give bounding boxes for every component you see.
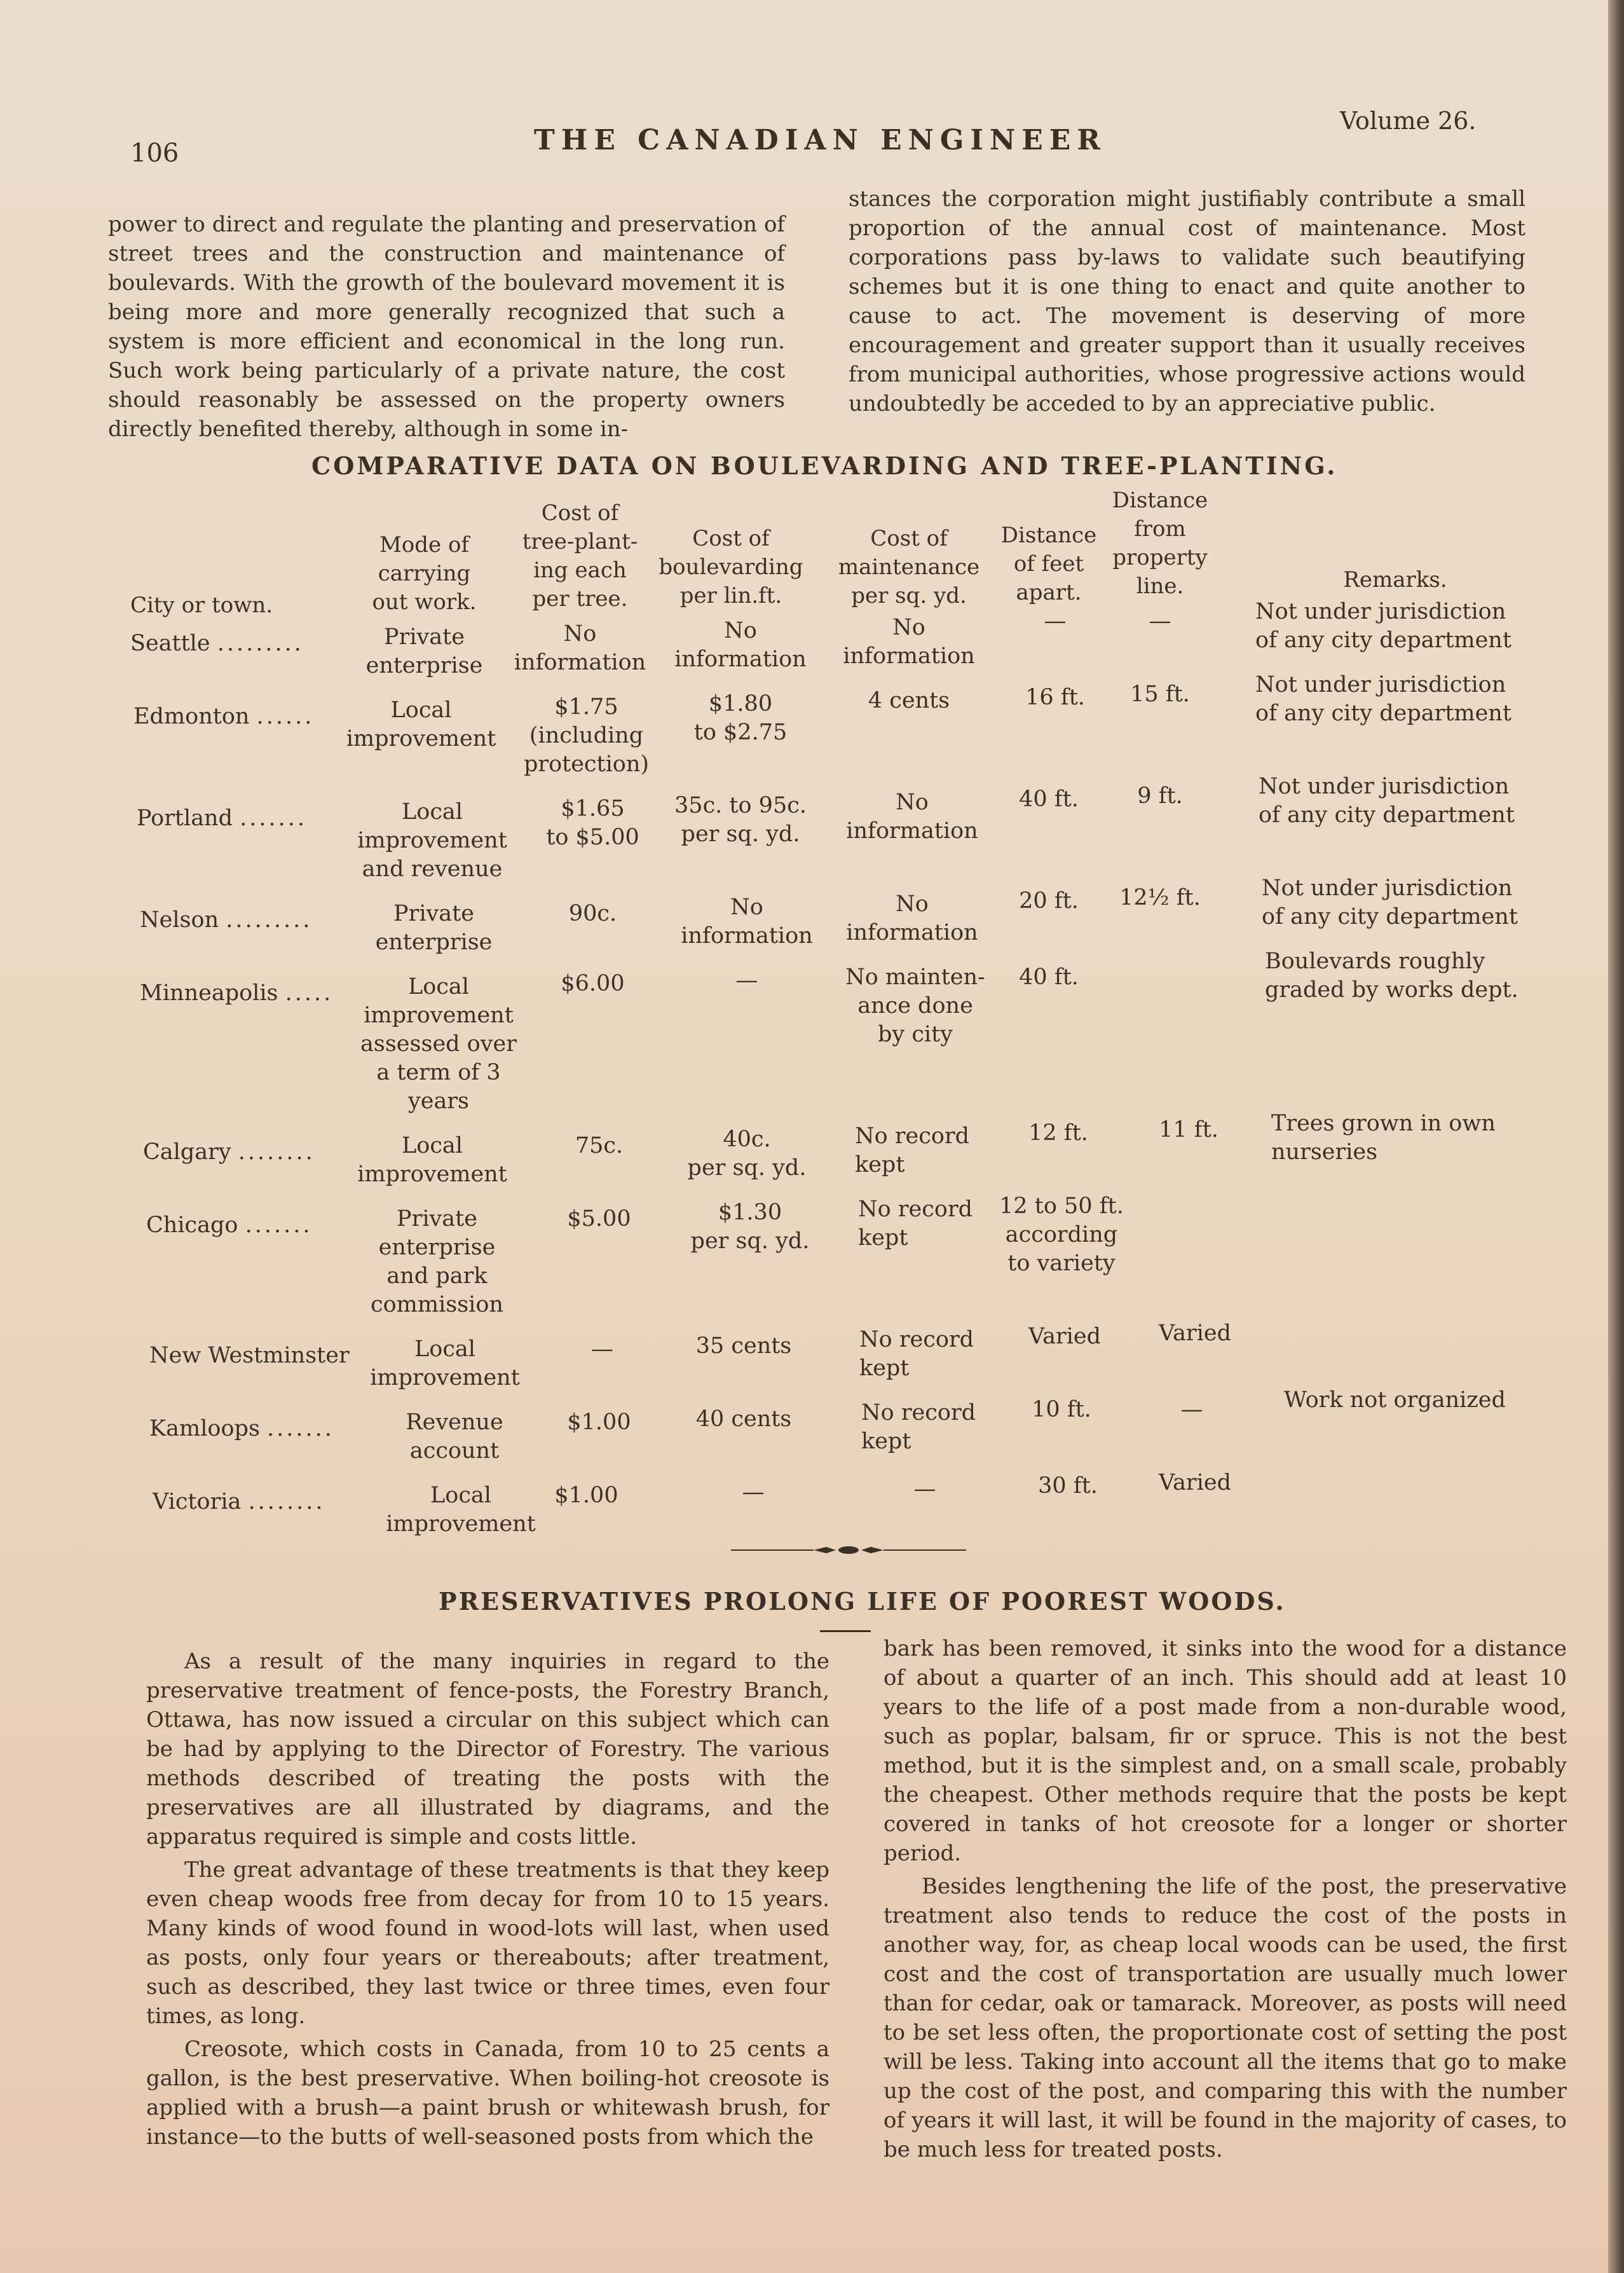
- city-name: New Westminster: [149, 1343, 350, 1368]
- cell-remarks: Boulevards roughly graded by works dept.: [1265, 949, 1518, 1003]
- cell-distance-apart: 20 ft.: [1019, 888, 1079, 914]
- cell-remarks: Work not organized: [1284, 1387, 1506, 1413]
- leader-dots: .........: [217, 631, 304, 656]
- header-maintenance: Cost of maintenance per sq. yd.: [838, 526, 980, 608]
- cell-boulevard-cost: 40 cents: [695, 1406, 792, 1432]
- cell-boulevard-cost: 35 cents: [695, 1333, 792, 1359]
- cell-remarks: Not under jurisdiction of any city department: [1255, 599, 1511, 653]
- article-paragraph: bark has been removed, it sinks into the wood for a distance of about a quarter of an inch. This should add at least 10 years to the life of a post made from a non-durable wood, such as poplar, balsam, fir or spruce. This is not the best method, but it is the simplest and, on a small scale, probably the cheapest. Other methods require that the posts be kept covered in tanks of hot creosote for a longer or shorter period.: [884, 1636, 1567, 1866]
- cell-tree-cost: $1.00: [567, 1410, 631, 1435]
- leader-dots: .......: [245, 1212, 313, 1238]
- cell-distance-apart: Varied: [1028, 1324, 1101, 1349]
- table-row-city: [140, 979, 333, 1008]
- cell-boulevard-cost: —: [735, 968, 758, 993]
- cell-maintenance: No information: [843, 615, 975, 669]
- table-row-city: [130, 629, 304, 658]
- table-row-city: [143, 1138, 315, 1167]
- cell-tree-cost: No information: [514, 621, 646, 675]
- cell-mode: Local improvement: [346, 697, 496, 752]
- cell-tree-cost: —: [591, 1336, 613, 1362]
- article-paragraph: As a result of the many inquiries in regard to the preservative treatment of fence-posts, the Forestry Branch, Ottawa, has now issued a circular on this subject which can be had by applying to the Director of Forestry. The various methods described of treating the posts with the preservatives are all illustrated by diagrams, and the apparatus required is simple and costs little.: [146, 1649, 829, 1850]
- cell-mode: Local improvement assessed over a term of 3 years: [360, 974, 517, 1114]
- cell-tree-cost: $5.00: [567, 1206, 631, 1232]
- cell-distance-apart: 12 to 50 ft. according to variety: [999, 1193, 1124, 1276]
- table-row-city: [133, 703, 314, 731]
- cell-maintenance: No record kept: [855, 1123, 970, 1178]
- cell-boulevard-cost: 35c. to 95c. per sq. yd.: [674, 793, 807, 847]
- cell-tree-cost: $6.00: [561, 971, 625, 996]
- cell-tree-cost: $1.00: [554, 1483, 618, 1508]
- intro-right-paragraph: stances the corporation might justifiably contribute a small proportion of the annual cost of maintenance. Most corporations pass by-laws to validate such beautifying schemes but it is one thing to enact and quite another to cause to act. The movement is deserving of more encouragement and greater support than it usually receives from municipal authorities, whose progressive actions would undoubtedly be acceded to by an appreciative public.: [849, 186, 1525, 416]
- cell-distance-property: —: [1149, 608, 1171, 634]
- cell-remarks: Trees grown in own nurseries: [1271, 1111, 1496, 1165]
- title-rule: [820, 1630, 871, 1632]
- city-name: Kamloops: [149, 1416, 260, 1441]
- leader-dots: .......: [267, 1416, 334, 1441]
- cell-maintenance: No record kept: [858, 1197, 973, 1251]
- cell-distance-property: 15 ft.: [1130, 682, 1190, 707]
- cell-tree-cost: 90c.: [568, 901, 617, 926]
- leader-dots: .....: [285, 980, 334, 1006]
- table-row-city: [149, 1415, 334, 1443]
- page-edge: [1608, 0, 1624, 2273]
- cell-maintenance: No information: [846, 891, 978, 945]
- cell-distance-property: Varied: [1159, 1470, 1231, 1495]
- city-name: Nelson: [140, 907, 219, 933]
- leader-dots: ......: [256, 704, 315, 729]
- cell-mode: Local improvement: [357, 1133, 507, 1187]
- intro-left-paragraph: power to direct and regulate the planting and preservation of street trees and the construction and maintenance of boulevards. With the growth of the boulevard movement it is being more and more generally recognized that such a system is more efficient and economical in the long run. Such work being particularly of a private nature, the cost should reasonably be assessed on the property owners directly benefited thereby, although in some in-: [108, 212, 785, 442]
- cell-mode: Private enterprise and park commission: [371, 1206, 503, 1317]
- header-distance-apart: Distance of feet apart.: [1000, 523, 1097, 605]
- cell-distance-property: —: [1180, 1397, 1203, 1422]
- cell-mode: Revenue account: [406, 1410, 503, 1464]
- cell-remarks: Not under jurisdiction of any city department: [1259, 774, 1515, 828]
- leader-dots: ........: [248, 1489, 325, 1514]
- cell-remarks: Not under jurisdiction of any city department: [1255, 672, 1511, 726]
- table-row-city: [153, 1488, 325, 1516]
- city-name: Victoria: [153, 1489, 242, 1514]
- city-name: Minneapolis: [140, 980, 278, 1006]
- cell-distance-apart: 40 ft.: [1019, 786, 1079, 812]
- cell-mode: Private enterprise: [365, 624, 483, 678]
- header-city: City or town.: [130, 593, 273, 618]
- city-name: Seattle: [130, 631, 210, 656]
- article-title: PRESERVATIVES PROLONG LIFE OF POOREST WOODS.: [439, 1587, 1286, 1616]
- article-left-column: [146, 1647, 829, 2152]
- cell-boulevard-cost: $1.30 per sq. yd.: [690, 1200, 810, 1254]
- header-mode: Mode of carrying out work.: [372, 532, 477, 615]
- cell-distance-apart: —: [1044, 608, 1067, 634]
- article-right-column: [884, 1634, 1567, 2164]
- city-name: Calgary: [143, 1139, 231, 1165]
- cell-boulevard-cost: 40c. per sq. yd.: [687, 1127, 807, 1181]
- article-paragraph: The great advantage of these treatments is that they keep even cheap woods free from decay for from 10 to 15 years. Many kinds of wood found in wood-lots will last, when used as posts, only four years or thereabouts; after treatment, such as described, they last twice or three times, even four times, as long.: [146, 1857, 829, 2029]
- cell-tree-cost: 75c.: [575, 1133, 624, 1158]
- cell-distance-apart: 40 ft.: [1019, 965, 1079, 990]
- volume-label: Volume 26.: [1340, 107, 1477, 135]
- page-number: 106: [130, 139, 179, 168]
- cell-boulevard-cost: No information: [681, 895, 813, 949]
- cell-tree-cost: $1.65 to $5.00: [546, 796, 639, 850]
- cell-mode: Private enterprise: [375, 901, 493, 955]
- cell-maintenance: No record kept: [861, 1400, 976, 1454]
- leader-dots: .........: [226, 907, 313, 933]
- cell-boulevard-cost: $1.80 to $2.75: [693, 691, 788, 745]
- ornament-rule: [731, 1544, 966, 1556]
- running-head: THE CANADIAN ENGINEER: [534, 124, 1107, 156]
- cell-maintenance: No information: [846, 790, 978, 844]
- table-title: COMPARATIVE DATA ON BOULEVARDING AND TREE-PLANTING.: [311, 451, 1338, 480]
- cell-remarks: Not under jurisdiction of any city department: [1262, 876, 1518, 930]
- cell-distance-apart: 30 ft.: [1038, 1473, 1098, 1499]
- intro-left-column: [108, 210, 785, 444]
- article-paragraph: Besides lengthening the life of the post, the preservative treatment also tends to reduce the cost of the posts in another way, for, as cheap local woods can be used, the first cost and the cost of transportation are usually much lower than for cedar, oak or tamarack. Moreover, as posts will need to be set less often, the proportionate cost of setting the post will be less. Taking into account all the items that go to make up the cost of the post, and comparing this with the number of years it will last, it will be found in the majority of cases, to be much less for treated posts.: [884, 1874, 1567, 2162]
- table-row-city: [140, 906, 312, 935]
- table-row-city: [146, 1211, 313, 1240]
- city-name: Edmonton: [133, 704, 250, 729]
- city-name: Portland: [137, 806, 233, 831]
- cell-distance-apart: 16 ft.: [1025, 685, 1085, 710]
- table-row-city: [149, 1342, 350, 1370]
- cell-distance-apart: 12 ft.: [1028, 1120, 1088, 1146]
- header-remarks: Remarks.: [1343, 567, 1447, 593]
- header-distance-property: Distance from property line.: [1112, 488, 1208, 599]
- cell-mode: Local improvement: [386, 1483, 536, 1537]
- leader-dots: ........: [238, 1139, 315, 1165]
- header-tree-cost: Cost of tree-plant- ing each per tree.: [522, 500, 638, 612]
- cell-distance-apart: 10 ft.: [1032, 1397, 1091, 1422]
- cell-distance-property: 9 ft.: [1137, 783, 1183, 809]
- intro-right-column: [849, 184, 1525, 418]
- cell-maintenance: —: [913, 1476, 936, 1502]
- leader-dots: .......: [240, 806, 308, 831]
- cell-mode: Local improvement and revenue: [357, 799, 507, 882]
- city-name: Chicago: [146, 1212, 238, 1238]
- cell-mode: Local improvement: [370, 1336, 520, 1391]
- cell-maintenance: 4 cents: [868, 688, 950, 713]
- cell-tree-cost: $1.75 (including protection): [523, 694, 650, 777]
- header-boulevard-cost: Cost of boulevarding per lin.ft.: [658, 526, 803, 608]
- cell-boulevard-cost: —: [742, 1480, 765, 1505]
- cell-distance-property: Varied: [1159, 1321, 1231, 1346]
- cell-maintenance: No mainten- ance done by city: [845, 965, 985, 1047]
- cell-distance-property: 11 ft.: [1159, 1117, 1218, 1143]
- article-paragraph: Creosote, which costs in Canada, from 10 to 25 cents a gallon, is the best preservative. When boiling-hot creosote is applied with a brush—a paint brush or whitewash brush, for instance—to the butts of well-seasoned posts from which the: [146, 2036, 829, 2150]
- cell-boulevard-cost: No information: [674, 618, 807, 672]
- cell-maintenance: No record kept: [859, 1327, 974, 1381]
- cell-distance-property: 12½ ft.: [1119, 885, 1201, 910]
- table-row-city: [137, 804, 307, 833]
